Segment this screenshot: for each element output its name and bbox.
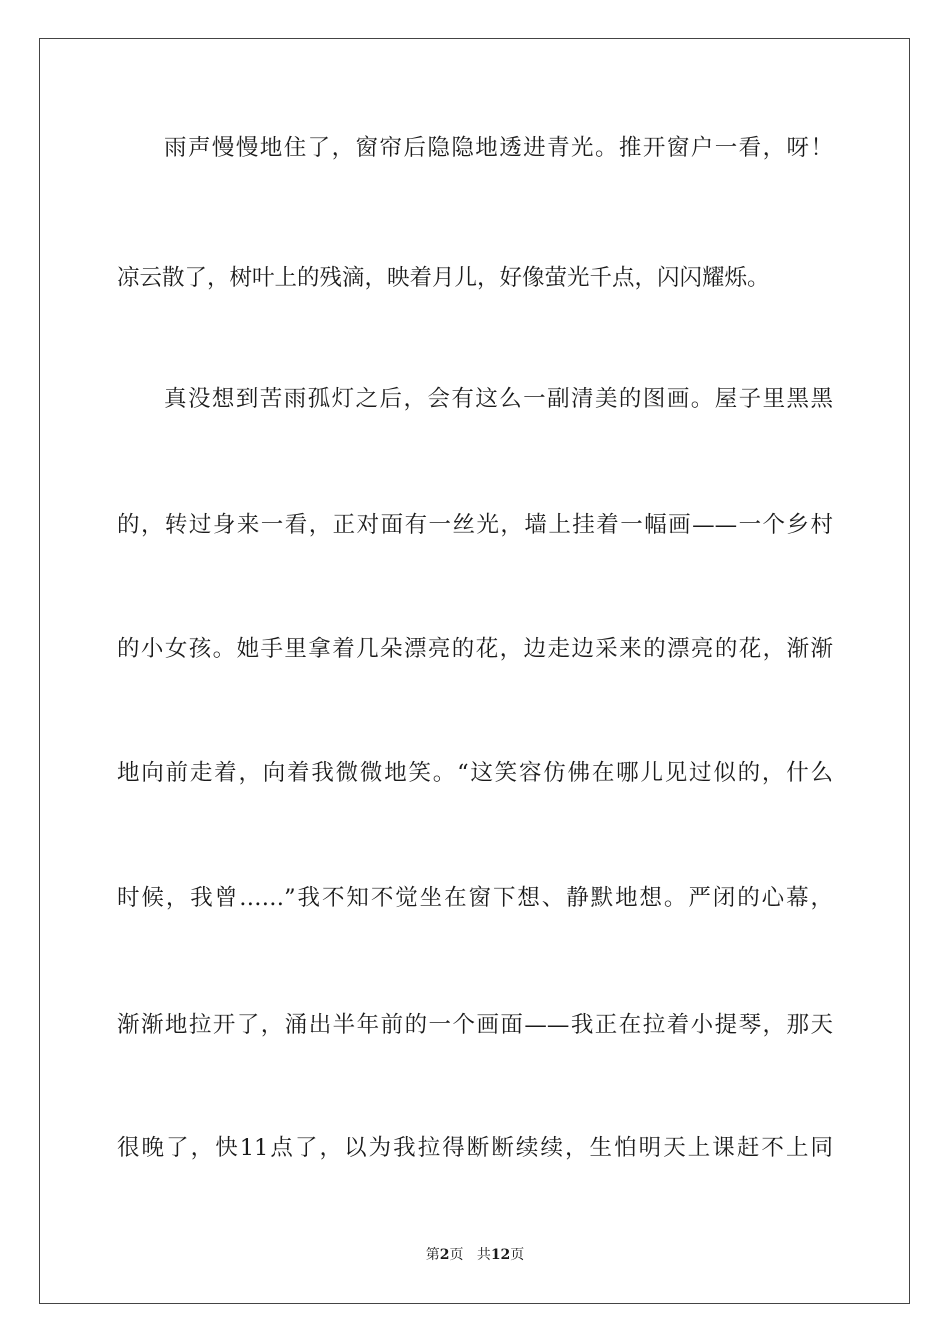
text-line: 时候，我曾……”我不知不觉坐在窗下想、静默地想。严闭的心幕， xyxy=(117,885,833,911)
total-pages: 12 xyxy=(490,1247,511,1263)
text-line: 地向前走着，向着我微微地笑。“这笑容仿佛在哪儿见过似的，什么 xyxy=(117,760,833,786)
page-footer xyxy=(0,1246,950,1264)
text-line: 真没想到苦雨孤灯之后，会有这么一副清美的图画。屋子里黑黑 xyxy=(164,386,833,412)
text-line: 的小女孩。她手里拿着几朵漂亮的花，边走边采来的漂亮的花，渐渐 xyxy=(117,636,833,662)
text-line: 凉云散了，树叶上的残滴，映着月儿，好像萤光千点，闪闪耀烁。 xyxy=(117,265,770,291)
page-prefix: 第 xyxy=(425,1247,440,1263)
page-border xyxy=(39,38,910,1304)
total-prefix: 共 xyxy=(476,1247,491,1263)
page-number: 2 xyxy=(439,1247,450,1263)
text-line: 的，转过身来一看，正对面有一丝光，墙上挂着一幅画——一个乡村 xyxy=(117,512,833,538)
page-suffix: 页 xyxy=(449,1247,464,1263)
total-suffix: 页 xyxy=(510,1247,525,1263)
text-line: 渐渐地拉开了，涌出半年前的一个画面——我正在拉着小提琴，那天 xyxy=(117,1012,833,1038)
text-line: 雨声慢慢地住了，窗帘后隐隐地透进青光。推开窗户一看，呀！ xyxy=(164,135,833,161)
text-line: 很晚了，快11点了，以为我拉得断断续续，生怕明天上课赶不上同 xyxy=(117,1135,833,1161)
